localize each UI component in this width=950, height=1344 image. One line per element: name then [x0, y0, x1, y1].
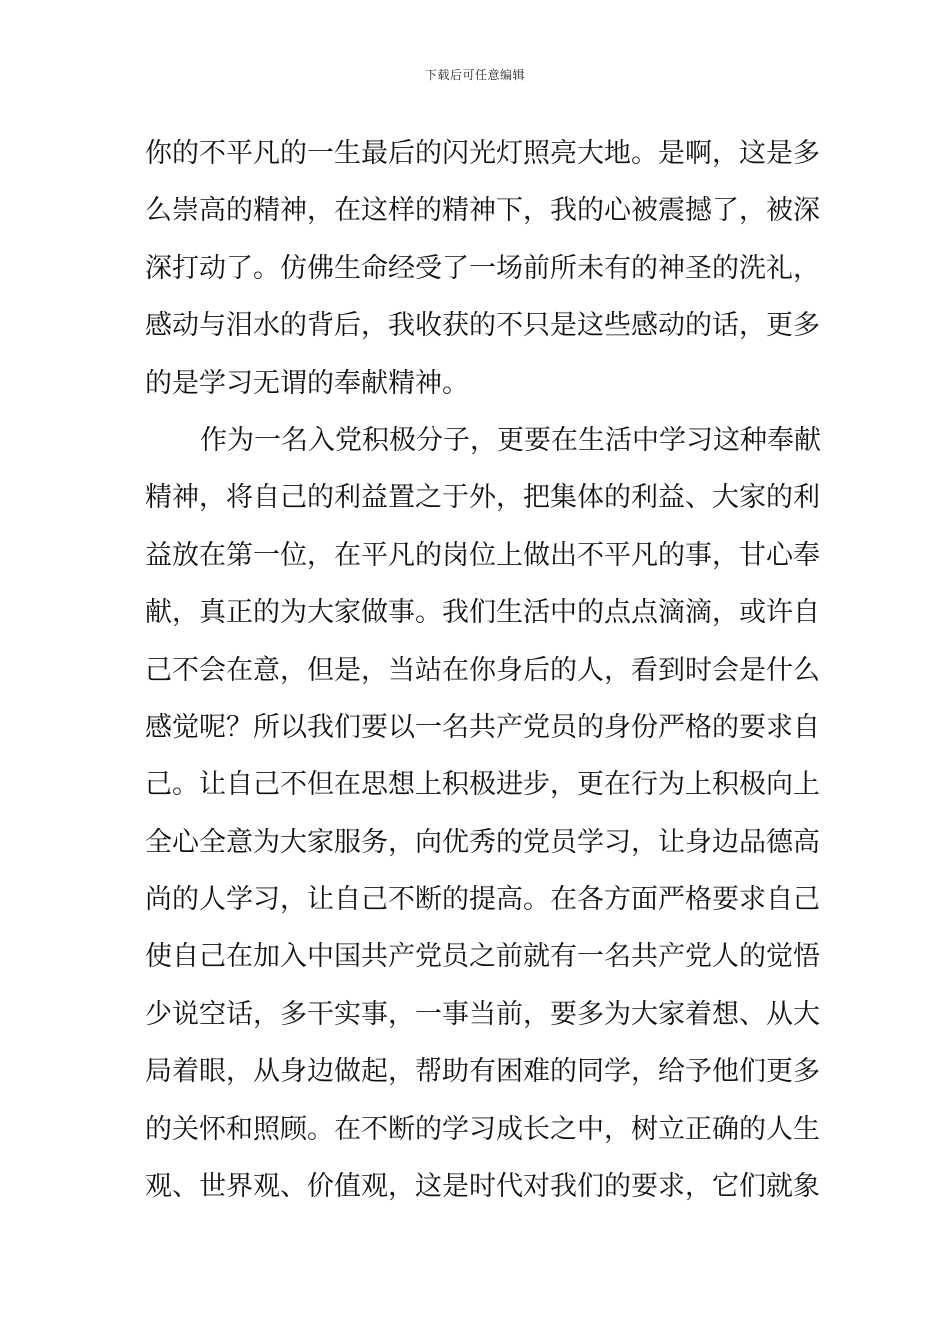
text-line: 局着眼，从身边做起，帮助有困难的同学，给予他们更多 — [145, 1056, 820, 1088]
text-line: 使自己在加入中国共产党员之前就有一名共产党人的觉悟 — [145, 941, 820, 973]
text-line: 己不会在意，但是，当站在你身后的人，看到时会是什么 — [145, 654, 820, 686]
text-line: 的关怀和照顾。在不断的学习成长之中，树立正确的人生 — [145, 1113, 820, 1145]
text-line: 精神，将自己的利益置之于外，把集体的利益、大家的利 — [145, 482, 820, 514]
page-header: 下载后可任意编辑 — [424, 68, 525, 82]
text-line: 己。让自己不但在思想上积极进步，更在行为上积极向上 — [145, 769, 820, 801]
text-line: 感觉呢？所以我们要以一名共产党员的身份严格的要求自 — [145, 711, 820, 743]
text-line: 么崇高的精神，在这样的精神下，我的心被震撼了，被深 — [145, 195, 820, 227]
text-line: 少说空话，多干实事，一事当前，要多为大家着想、从大 — [145, 998, 820, 1030]
text-line: 全心全意为大家服务，向优秀的党员学习，让身边品德高 — [145, 826, 820, 858]
text-line: 观、世界观、价值观，这是时代对我们的要求，它们就象 — [145, 1171, 820, 1203]
text-line: 的是学习无谓的奉献精神。 — [145, 367, 469, 399]
text-line: 深打动了。仿佛生命经受了一场前所未有的神圣的洗礼， — [145, 252, 820, 284]
text-line: 益放在第一位，在平凡的岗位上做出不平凡的事，甘心奉 — [145, 539, 820, 571]
body-text — [145, 125, 821, 1215]
text-line: 感动与泪水的背后，我收获的不只是这些感动的话，更多 — [145, 310, 820, 342]
text-line: 尚的人学习，让自己不断的提高。在各方面严格要求自己 — [145, 884, 820, 916]
text-line: 你的不平凡的一生最后的闪光灯照亮大地。是啊，这是多 — [145, 138, 820, 169]
text-line: 作为一名入党积极分子，更要在生活中学习这种奉献 — [200, 424, 821, 456]
text-line: 献，真正的为大家做事。我们生活中的点点滴滴，或许自 — [145, 597, 820, 629]
